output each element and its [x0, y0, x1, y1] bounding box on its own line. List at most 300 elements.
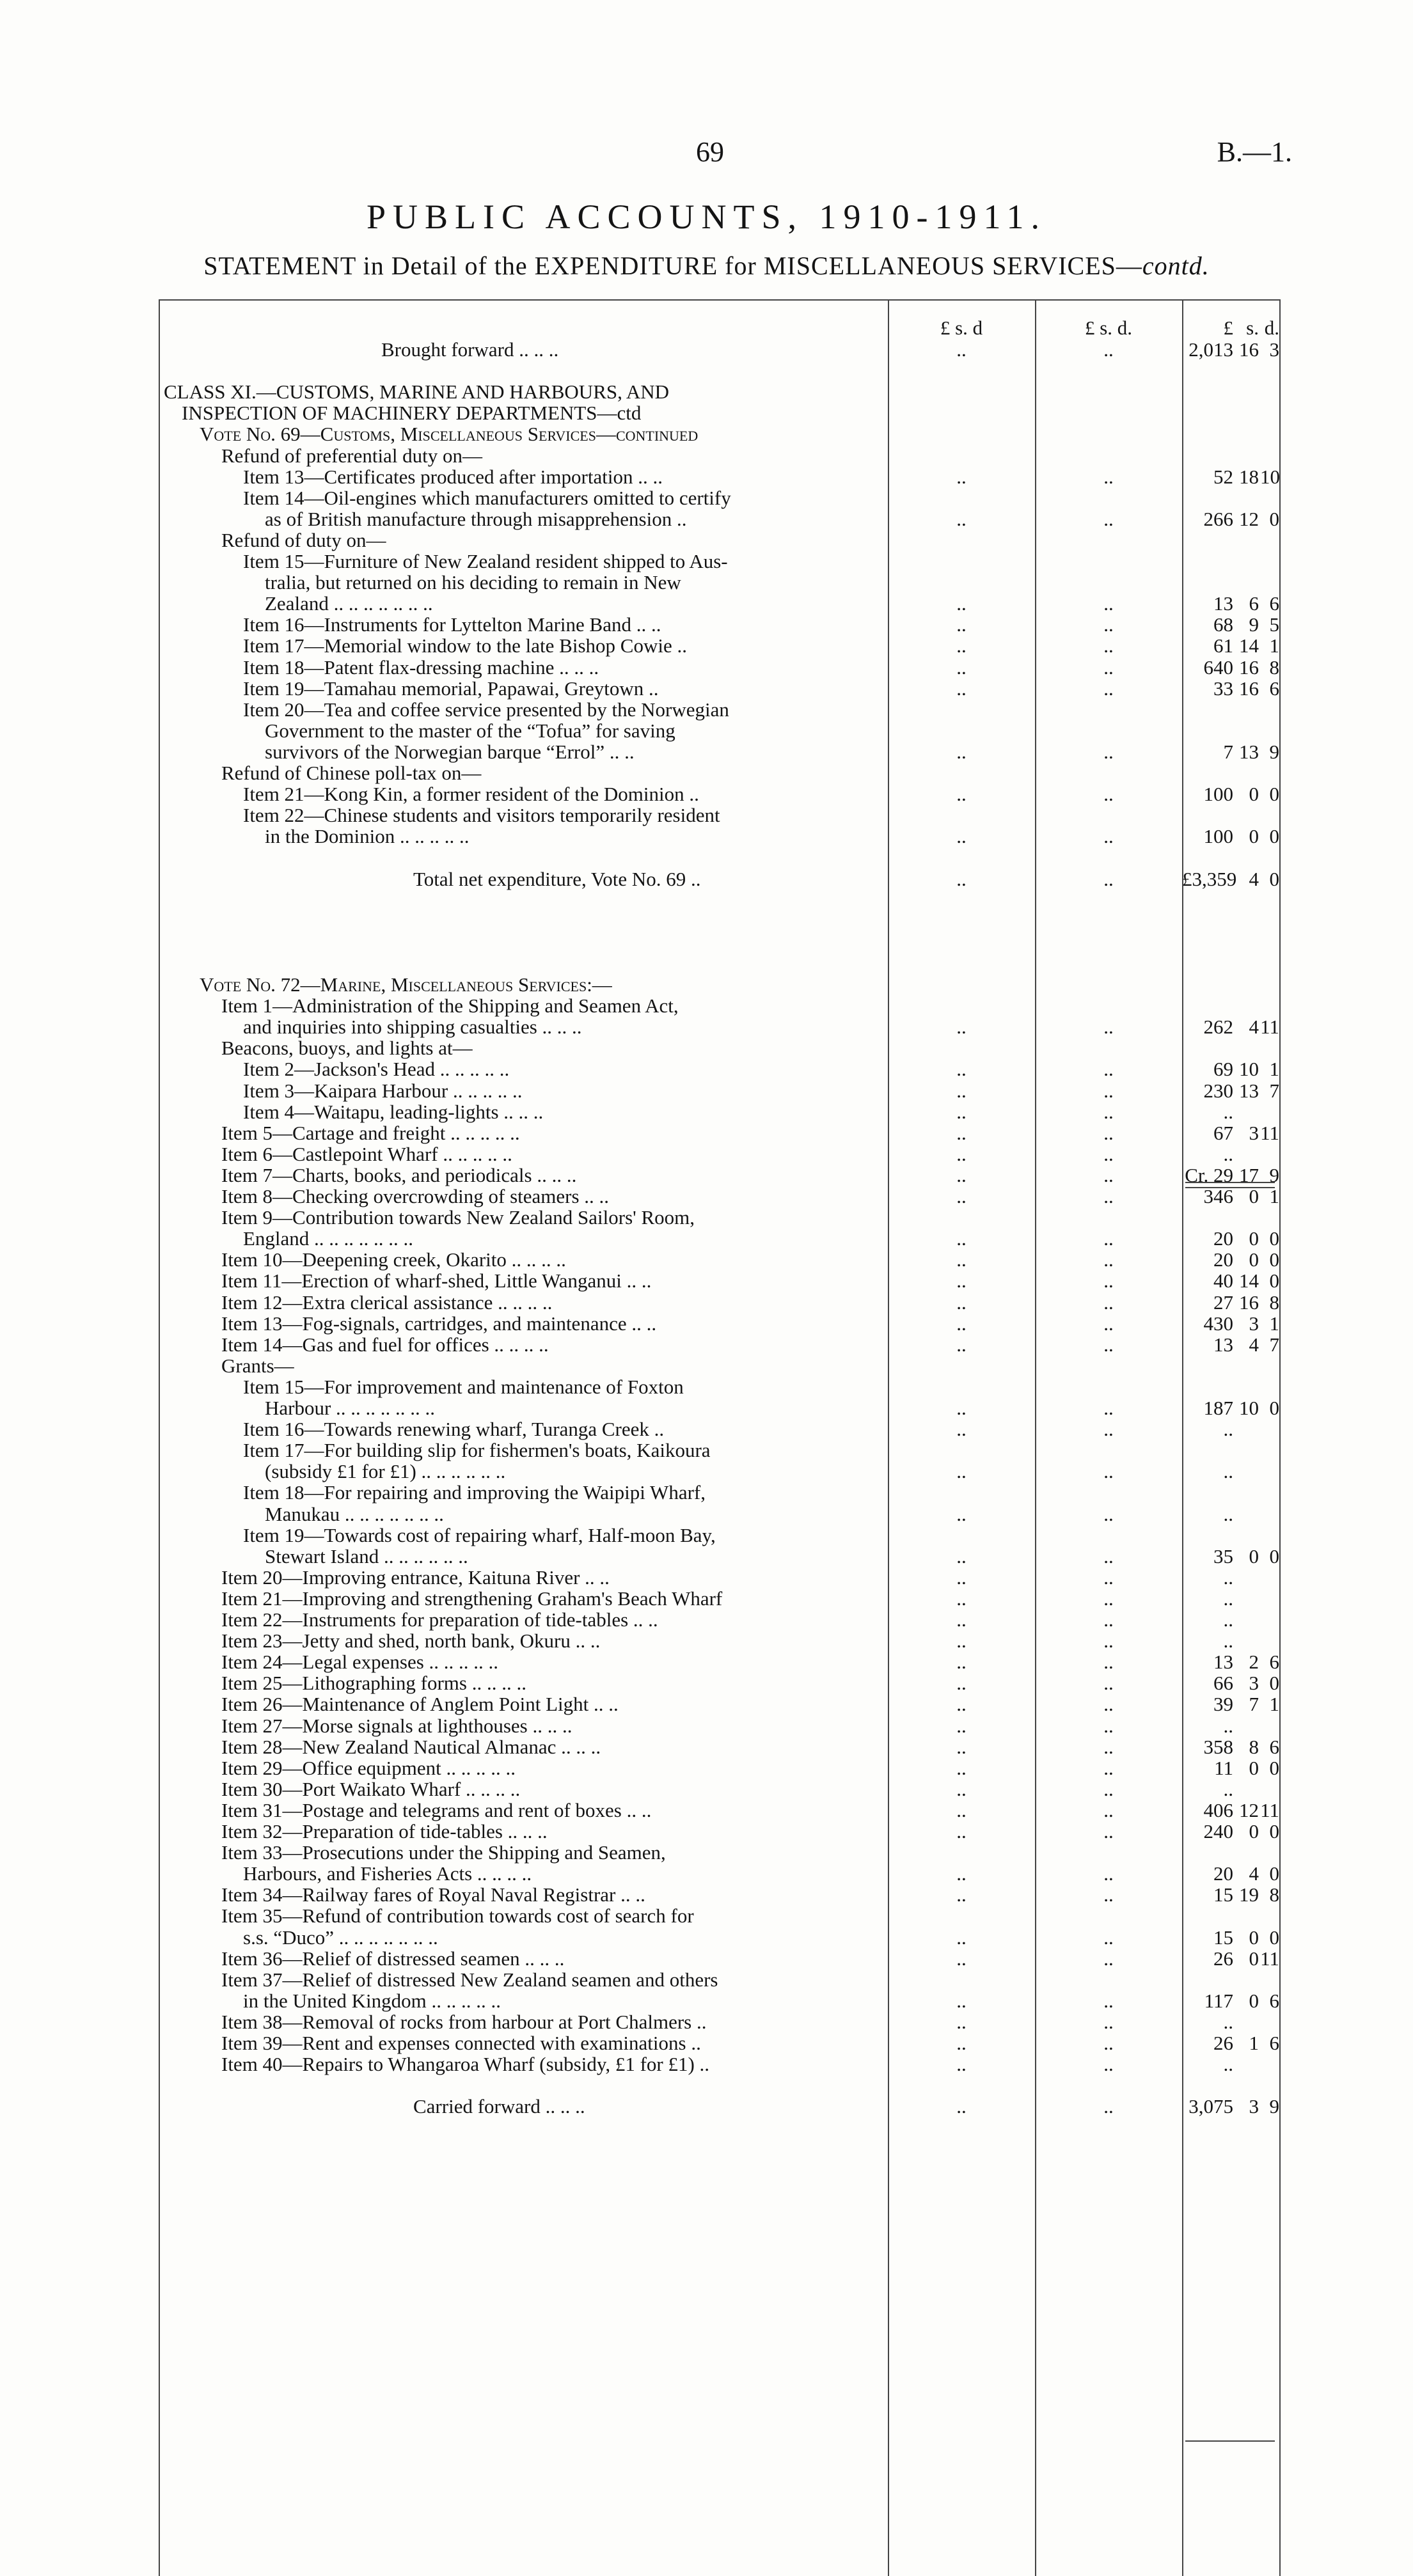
row-col2: .. [1103, 1016, 1114, 1039]
table-row [159, 508, 1281, 530]
row-description: Item 5—Cartage and freight .. .. .. .. .. [221, 1121, 520, 1144]
row-description: CLASS XI.—CUSTOMS, MARINE AND HARBOURS, AND [164, 381, 670, 404]
row-description: Government to the master of the “Tofua” for saving [265, 719, 675, 742]
row-col1: .. [956, 634, 967, 657]
table-row [159, 720, 1281, 741]
row-pounds: 66 [1213, 1672, 1233, 1695]
subtitle-text: STATEMENT in Detail of the EXPENDITURE for MISCELLANEOUS SERVICES— [203, 251, 1142, 280]
row-pence: 7 [1269, 1333, 1279, 1356]
row-pence: 0 [1269, 1269, 1279, 1292]
row-shillings: 0 [1249, 1248, 1259, 1271]
row-shillings: 0 [1249, 1227, 1259, 1250]
row-description: as of British manufacture through misapprehension .. [265, 507, 687, 530]
row-col2: .. [1103, 1312, 1114, 1335]
row-pence: 11 [1260, 1121, 1279, 1144]
row-pence: 11 [1260, 1798, 1279, 1821]
row-col1: .. [956, 2053, 967, 2076]
row-col1: .. [956, 1587, 967, 1610]
row-description: Vote No. 72—Marine, Miscellaneous Services:— [200, 973, 612, 996]
page-subtitle [0, 251, 1413, 281]
row-pounds: 26 [1213, 1947, 1233, 1970]
row-shillings: 16 [1239, 1291, 1259, 1314]
table-row [159, 1397, 1281, 1418]
row-description: Item 16—Instruments for Lyttelton Marine Band .. .. [243, 613, 661, 636]
row-pence: 8 [1269, 1291, 1279, 1314]
row-col2: .. [1103, 740, 1114, 763]
row-pounds: 35 [1213, 1544, 1233, 1567]
row-pounds: 13 [1213, 592, 1233, 615]
row-col2: .. [1103, 507, 1114, 530]
table-row [159, 423, 1281, 444]
col3-pounds-header: £ [1223, 317, 1233, 339]
row-col1: .. [956, 1735, 967, 1758]
row-pounds: 20 [1213, 1862, 1233, 1885]
row-description: Harbours, and Fisheries Acts .. .. .. .. [243, 1862, 532, 1885]
row-col1: .. [956, 1926, 967, 1949]
row-col1: .. [956, 1185, 967, 1207]
row-col2: .. [1103, 592, 1114, 615]
table-row [159, 1672, 1281, 1693]
row-description: Vote No. 69—Customs, Miscellaneous Services—continued [200, 423, 699, 446]
row-shillings: 16 [1239, 338, 1259, 361]
row-description: Item 23—Jetty and shed, north bank, Okuru .. .. [221, 1630, 601, 1653]
row-shillings: 6 [1249, 592, 1259, 615]
row-description: Item 7—Charts, books, and periodicals .. .. .. [221, 1163, 577, 1186]
row-pounds: 69 [1213, 1058, 1233, 1081]
row-pence: 9 [1269, 2095, 1279, 2118]
row-col1: .. [956, 1672, 967, 1695]
row-col2: .. [1103, 1544, 1114, 1567]
row-col1: .. [956, 613, 967, 636]
row-col2: .. [1103, 1630, 1114, 1653]
table-row [159, 1969, 1281, 1990]
row-description: Item 22—Chinese students and visitors temporarily resident [243, 804, 720, 827]
table-row [159, 1504, 1281, 1525]
row-col1: .. [956, 338, 967, 361]
row-shillings: 18 [1239, 465, 1259, 488]
table-row [159, 1207, 1281, 1228]
row-pence: 0 [1269, 1672, 1279, 1695]
row-shillings: 13 [1239, 740, 1259, 763]
row-col2: .. [1103, 1862, 1114, 1885]
row-col1: .. [956, 1947, 967, 1970]
row-pounds: .. [1223, 1608, 1233, 1631]
row-pounds: 20 [1213, 1248, 1233, 1271]
row-pence: 0 [1269, 1820, 1279, 1842]
table-row-spacer [159, 953, 1281, 974]
row-description: Item 40—Repairs to Whangaroa Wharf (subsidy, £1 for £1) .. [221, 2053, 710, 2076]
row-col2: .. [1103, 1947, 1114, 1970]
table-row [159, 2054, 1281, 2075]
table-row [159, 1037, 1281, 1058]
row-pounds: 266 [1203, 507, 1233, 530]
table-row [159, 1482, 1281, 1503]
row-shillings: 10 [1239, 1397, 1259, 1419]
table-row [159, 1567, 1281, 1588]
row-col2: .. [1103, 634, 1114, 657]
table-row [159, 2096, 1281, 2117]
row-description: tralia, but returned on his deciding to remain in New [265, 571, 681, 594]
row-shillings: 9 [1249, 613, 1259, 636]
row-shillings: 16 [1239, 677, 1259, 700]
row-description: Item 38—Removal of rocks from harbour at Port Chalmers .. [221, 2010, 707, 2033]
table-row [159, 530, 1281, 551]
row-pounds: 13 [1213, 1651, 1233, 1674]
row-shillings: 14 [1239, 634, 1259, 657]
row-description: Item 14—Oil-engines which manufacturers omitted to certify [243, 486, 731, 509]
row-pounds: .. [1223, 1502, 1233, 1525]
row-description: Item 19—Towards cost of repairing wharf, Half-moon Bay, [243, 1523, 716, 1546]
row-pence: 1 [1269, 1312, 1279, 1335]
row-shillings: 1 [1249, 2032, 1259, 2054]
row-description: Item 17—For building slip for fishermen's boats, Kaikoura [243, 1439, 711, 1462]
row-pence: 6 [1269, 1989, 1279, 2012]
row-col2: .. [1103, 1397, 1114, 1419]
row-description: Refund of preferential duty on— [221, 444, 483, 467]
row-col2: .. [1103, 1672, 1114, 1695]
row-description: Item 9—Contribution towards New Zealand Sailors' Room, [221, 1206, 695, 1229]
table-row-spacer [159, 932, 1281, 953]
table-row [159, 1249, 1281, 1270]
row-col2: .. [1103, 677, 1114, 700]
row-pounds: 406 [1203, 1798, 1233, 1821]
row-pence: 0 [1269, 1544, 1279, 1567]
row-pence: 0 [1269, 1248, 1279, 1271]
row-col2: .. [1103, 2032, 1114, 2054]
row-description: Grants— [221, 1354, 294, 1377]
row-description: Item 39—Rent and expenses connected with examinations .. [221, 2032, 701, 2054]
table-row [159, 1863, 1281, 1884]
row-col2: .. [1103, 1926, 1114, 1949]
row-pence: 8 [1269, 1883, 1279, 1906]
table-row [159, 974, 1281, 995]
row-col1: .. [956, 1989, 967, 2012]
row-col2: .. [1103, 1502, 1114, 1525]
row-pounds: 15 [1213, 1926, 1233, 1949]
row-pounds: 640 [1203, 656, 1233, 679]
row-col1: .. [956, 507, 967, 530]
row-description: Item 33—Prosecutions under the Shipping and Seamen, [221, 1841, 666, 1864]
row-col1: .. [956, 1502, 967, 1525]
row-col2: .. [1103, 1079, 1114, 1102]
row-pounds: .. [1223, 2053, 1233, 2076]
row-col1: .. [956, 2032, 967, 2054]
row-pounds: 68 [1213, 613, 1233, 636]
table-row [159, 1757, 1281, 1779]
table-top-border [159, 299, 1281, 301]
row-pence: 0 [1269, 507, 1279, 530]
table-row-spacer [159, 2075, 1281, 2096]
row-shillings: 12 [1239, 507, 1259, 530]
row-description: Harbour .. .. .. .. .. .. .. [265, 1397, 436, 1419]
table-row [159, 2011, 1281, 2032]
row-description: Manukau .. .. .. .. .. .. .. [265, 1502, 444, 1525]
row-shillings: 0 [1249, 783, 1259, 806]
table-row [159, 826, 1281, 847]
row-description: Item 21—Kong Kin, a former resident of the Dominion .. [243, 783, 699, 806]
row-col2: .. [1103, 1735, 1114, 1758]
row-col1: .. [956, 677, 967, 700]
row-shillings: 0 [1249, 1926, 1259, 1949]
row-pounds: 358 [1203, 1735, 1233, 1758]
row-pounds: 2,013 [1188, 338, 1233, 361]
row-pence: 1 [1269, 634, 1279, 657]
col3-pence-header: d. [1264, 317, 1279, 339]
row-pence: 0 [1269, 825, 1279, 848]
row-description: Item 16—Towards renewing wharf, Turanga Creek .. [243, 1418, 665, 1441]
row-col2: .. [1103, 1163, 1114, 1186]
row-col1: .. [956, 740, 967, 763]
row-shillings: 4 [1249, 867, 1259, 890]
row-shillings: 4 [1249, 1862, 1259, 1885]
row-pounds: .. [1223, 1460, 1233, 1483]
row-pence: 6 [1269, 592, 1279, 615]
row-pounds: 33 [1213, 677, 1233, 700]
row-col2: .. [1103, 1651, 1114, 1674]
row-col2: .. [1103, 1566, 1114, 1589]
table-row [159, 1630, 1281, 1651]
row-col1: .. [956, 656, 967, 679]
row-shillings: 10 [1239, 1058, 1259, 1081]
row-pounds: .. [1223, 1566, 1233, 1589]
table-row [159, 1884, 1281, 1905]
row-description: Item 36—Relief of distressed seamen .. .. .. [221, 1947, 565, 1970]
table-row [159, 1101, 1281, 1122]
row-pence: 11 [1260, 1947, 1279, 1970]
row-description: Item 35—Refund of contribution towards cost of search for [221, 1905, 694, 1928]
row-col1: .. [956, 1269, 967, 1292]
row-description: Item 19—Tamahau memorial, Papawai, Greytown .. [243, 677, 659, 700]
row-col1: .. [956, 1333, 967, 1356]
table-row [159, 1292, 1281, 1313]
table-row [159, 402, 1281, 423]
table-row [159, 1440, 1281, 1461]
row-pence: 5 [1269, 613, 1279, 636]
row-col1: .. [956, 1312, 967, 1335]
row-pounds: 3,075 [1188, 2095, 1233, 2118]
row-description: Item 13—Fog-signals, cartridges, and maintenance .. .. [221, 1312, 657, 1335]
row-col1: .. [956, 1651, 967, 1674]
row-description: Item 2—Jackson's Head .. .. .. .. .. [243, 1058, 510, 1081]
row-col1: .. [956, 1777, 967, 1800]
row-pence: 0 [1269, 1227, 1279, 1250]
row-shillings: 0 [1249, 1185, 1259, 1207]
row-pence: 1 [1269, 1693, 1279, 1716]
table-row [159, 339, 1281, 360]
table-row [159, 783, 1281, 805]
row-shillings: 0 [1249, 1989, 1259, 2012]
row-col2: .. [1103, 656, 1114, 679]
col3-shillings-header: s. [1246, 317, 1259, 339]
table-row [159, 1905, 1281, 1926]
row-description: Item 10—Deepening creek, Okarito .. .. .. .. [221, 1248, 566, 1271]
table-row-spacer [159, 847, 1281, 868]
row-col2: .. [1103, 2095, 1114, 2118]
row-col1: .. [956, 1100, 967, 1123]
table-row [159, 1418, 1281, 1440]
carried-underline [1185, 2440, 1275, 2442]
row-description: Item 1—Administration of the Shipping and Seamen Act, [221, 994, 679, 1017]
table-row-spacer [159, 360, 1281, 381]
row-shillings: 0 [1249, 1947, 1259, 1970]
row-col1: .. [956, 1121, 967, 1144]
table-row [159, 1948, 1281, 1969]
row-description: Item 17—Memorial window to the late Bishop Cowie .. [243, 634, 687, 657]
row-description: Item 20—Tea and coffee service presented by the Norwegian [243, 698, 729, 721]
row-description: Refund of Chinese poll-tax on— [221, 762, 482, 784]
page-number: 69 [696, 136, 724, 168]
row-pounds: 230 [1203, 1079, 1233, 1102]
row-description: in the United Kingdom .. .. .. .. .. [243, 1989, 501, 2012]
table-row [159, 699, 1281, 720]
row-description: Item 28—New Zealand Nautical Almanac .. .. .. [221, 1735, 601, 1758]
row-col2: .. [1103, 1058, 1114, 1081]
table-row [159, 1334, 1281, 1355]
row-pence: 10 [1260, 465, 1280, 488]
table-row [159, 1800, 1281, 1821]
table-row [159, 614, 1281, 635]
row-col1: .. [956, 1714, 967, 1737]
row-pence: 0 [1269, 1926, 1279, 1949]
row-col1: .. [956, 592, 967, 615]
row-col2: .. [1103, 1248, 1114, 1271]
table-row [159, 1016, 1281, 1037]
row-col2: .. [1103, 1608, 1114, 1631]
row-description: Item 14—Gas and fuel for offices .. .. .. .. [221, 1333, 549, 1356]
row-pence: 9 [1269, 740, 1279, 763]
table-row [159, 381, 1281, 402]
table-row [159, 1990, 1281, 2011]
row-pence: 1 [1269, 1058, 1279, 1081]
row-col2: .. [1103, 2010, 1114, 2033]
table-row [159, 1651, 1281, 1672]
table-row [159, 741, 1281, 762]
row-pounds: 26 [1213, 2032, 1233, 2054]
row-description: Item 6—Castlepoint Wharf .. .. .. .. .. [221, 1142, 512, 1165]
row-col2: .. [1103, 1820, 1114, 1842]
row-description: Item 32—Preparation of tide-tables .. .. .. [221, 1820, 548, 1842]
row-pounds: .. [1223, 1100, 1233, 1123]
row-col2: .. [1103, 1714, 1114, 1737]
row-col2: .. [1103, 1418, 1114, 1441]
row-pence: 1 [1269, 1185, 1279, 1207]
row-col1: .. [956, 1630, 967, 1653]
row-pounds: 346 [1203, 1185, 1233, 1207]
column-header-row [159, 317, 1281, 338]
table-row [159, 593, 1281, 614]
row-description: Item 3—Kaipara Harbour .. .. .. .. .. [243, 1079, 523, 1102]
row-description: Item 21—Improving and strengthening Graham's Beach Wharf [221, 1587, 723, 1610]
table-row [159, 1461, 1281, 1482]
table-row [159, 1122, 1281, 1143]
row-shillings: 4 [1249, 1333, 1259, 1356]
row-shillings: 8 [1249, 1735, 1259, 1758]
row-pence: 6 [1269, 1651, 1279, 1674]
row-pence: 3 [1269, 338, 1279, 361]
row-pounds: 100 [1203, 825, 1233, 848]
row-pence: 6 [1269, 1735, 1279, 1758]
row-col1: .. [956, 1693, 967, 1716]
table-row [159, 995, 1281, 1016]
table-row [159, 1715, 1281, 1736]
table-row [159, 1927, 1281, 1948]
table-row [159, 1186, 1281, 1207]
row-col1: .. [956, 2095, 967, 2118]
table-row-spacer [159, 890, 1281, 911]
row-col2: .. [1103, 1291, 1114, 1314]
row-col2: .. [1103, 1989, 1114, 2012]
row-shillings: 17 [1239, 1163, 1259, 1186]
total-underline-1 [1185, 1182, 1275, 1183]
row-col2: .. [1103, 1333, 1114, 1356]
table-row [159, 805, 1281, 826]
table-row [159, 868, 1281, 890]
row-description: Item 4—Waitapu, leading-lights .. .. .. [243, 1100, 544, 1123]
row-col1: .. [956, 1397, 967, 1419]
table-row [159, 1588, 1281, 1609]
row-col2: .. [1103, 1460, 1114, 1483]
row-col1: .. [956, 867, 967, 890]
table-row [159, 1376, 1281, 1397]
table-row [159, 487, 1281, 508]
subtitle-suffix: contd. [1142, 251, 1210, 280]
row-description: Brought forward .. .. .. [381, 338, 559, 361]
row-description: Stewart Island .. .. .. .. .. .. [265, 1544, 468, 1567]
row-col2: .. [1103, 867, 1114, 890]
table-row [159, 1143, 1281, 1165]
row-pence: 0 [1269, 783, 1279, 806]
row-pence: 11 [1260, 1016, 1279, 1039]
row-col2: .. [1103, 1883, 1114, 1906]
table-row [159, 1080, 1281, 1101]
row-description: INSPECTION OF MACHINERY DEPARTMENTS—ctd [182, 402, 642, 425]
row-col1: .. [956, 2010, 967, 2033]
row-shillings: 0 [1249, 1756, 1259, 1779]
row-col2: .. [1103, 1142, 1114, 1165]
table-row [159, 1842, 1281, 1863]
table-row [159, 1313, 1281, 1334]
row-col2: .. [1103, 1798, 1114, 1821]
row-shillings: 0 [1249, 1544, 1259, 1567]
row-pence: 6 [1269, 2032, 1279, 2054]
table-row [159, 1165, 1281, 1186]
expenditure-table [159, 299, 1281, 2576]
table-row [159, 1779, 1281, 1800]
row-pounds: 67 [1213, 1121, 1233, 1144]
row-pounds: 262 [1203, 1016, 1233, 1039]
row-pounds: 40 [1213, 1269, 1233, 1292]
row-col2: .. [1103, 1756, 1114, 1779]
row-pounds: .. [1223, 1587, 1233, 1610]
row-description: England .. .. .. .. .. .. .. [243, 1227, 414, 1250]
row-shillings: 3 [1249, 1672, 1259, 1695]
table-row [159, 1355, 1281, 1376]
table-row [159, 1270, 1281, 1291]
row-pounds: 61 [1213, 634, 1233, 657]
row-pounds: Cr. 29 [1185, 1163, 1233, 1186]
row-description: Item 20—Improving entrance, Kaituna River .. .. [221, 1566, 610, 1589]
row-description: Item 15—For improvement and maintenance of Foxton [243, 1375, 684, 1398]
row-pounds: .. [1223, 1630, 1233, 1653]
document-reference: B.—1. [1217, 136, 1292, 168]
row-col1: .. [956, 1566, 967, 1589]
table-row [159, 657, 1281, 678]
row-shillings: 4 [1249, 1016, 1259, 1039]
row-description: Item 30—Port Waikato Wharf .. .. .. .. [221, 1777, 521, 1800]
row-col2: .. [1103, 613, 1114, 636]
row-col2: .. [1103, 1777, 1114, 1800]
row-col1: .. [956, 1883, 967, 1906]
